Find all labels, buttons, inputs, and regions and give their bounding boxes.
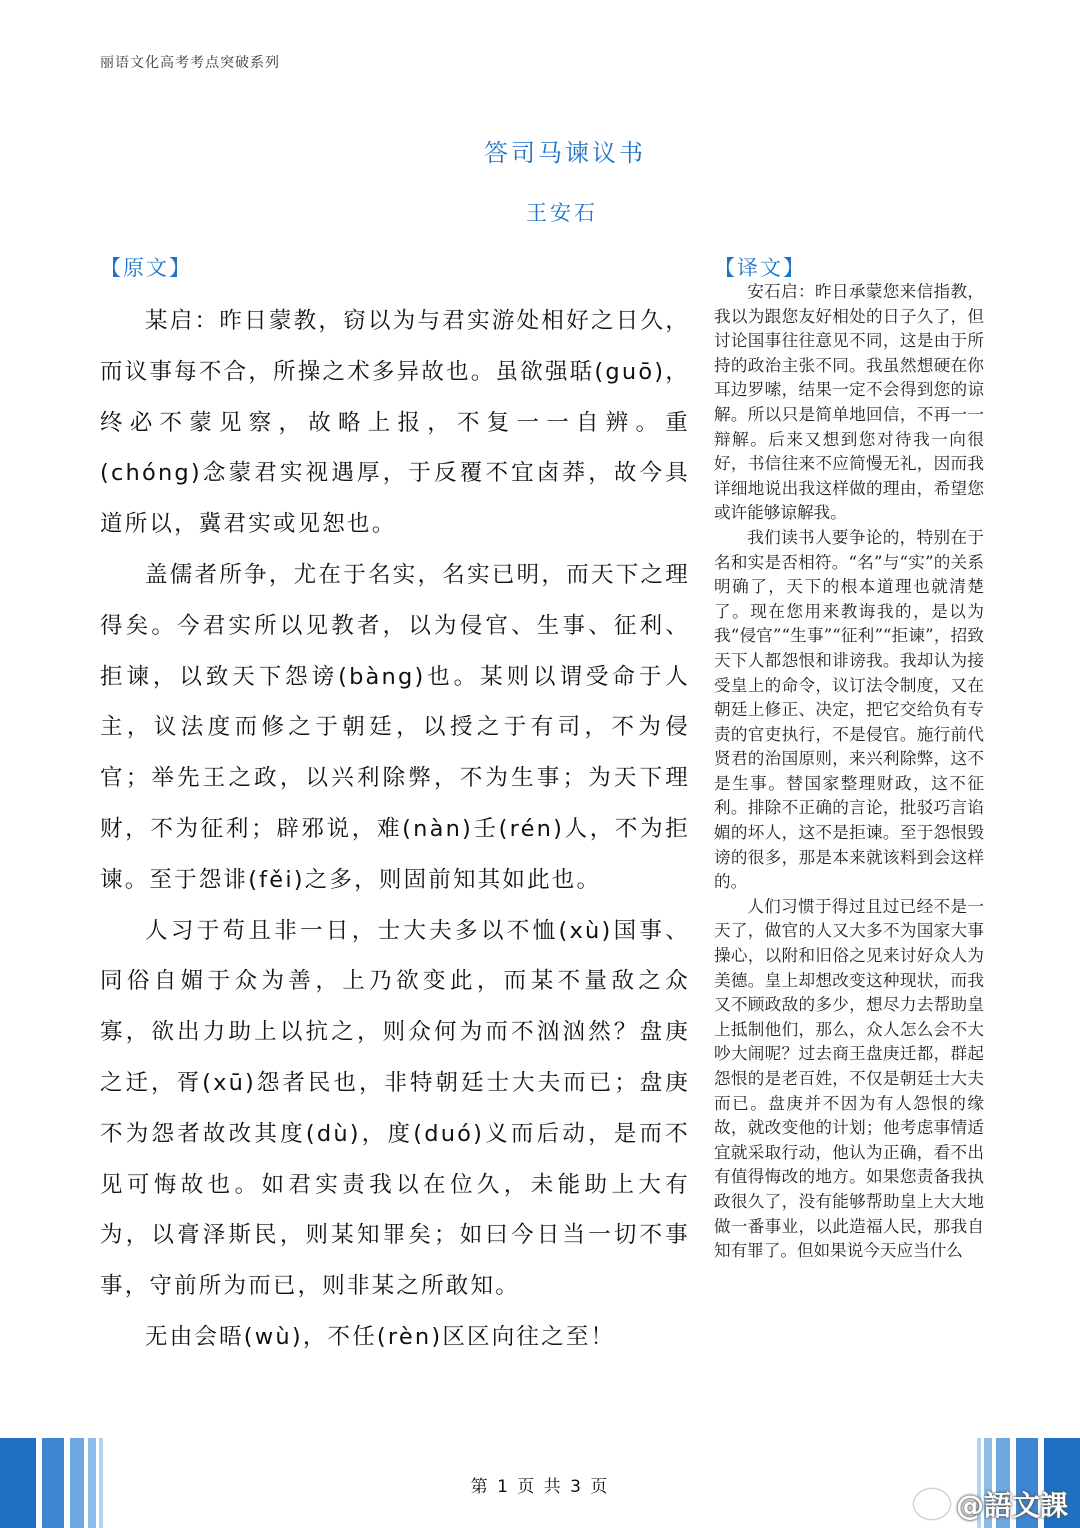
translation-paragraph: 我们读书人要争论的，特别在于名和实是否相符。“名”与“实”的关系明确了，天下的根本道理也就清楚了。现在您用来教诲我的，是以为我“侵官”“生事”“征利”“拒谏”，招致天下人都怨恨和诽谤我。我却认为接受皇上的命令，议订法令制度，又在朝廷上修正、决定，把它交给负有专责的官吏执行，不是侵官。施行前代贤君的治国原则，来兴利除弊，这不是生事。替国家整理财政，这不征利。排除不正确的言论，批驳巧言谄媚的坏人，这不是拒谏。至于怨恨毁谤的很多，那是本来就该料到会这样的。 — [714, 527, 984, 892]
translation-text-column — [714, 280, 984, 1264]
series-header: 丽语文化高考考点突破系列 — [100, 55, 280, 71]
original-paragraph: 某启：昨日蒙教，窃以为与君实游处相好之日久，而议事每不合，所操之术多异故也。虽欲强聒(guō)，终必不蒙见察，故略上报，不复一一自辨。重(chóng)念蒙君实视遇厚，于反覆不宜卤莽，故今具道所以，冀君实或见恕也。 — [100, 308, 690, 538]
translation-paragraph: 安石启：昨日承蒙您来信指教，我以为跟您友好相处的日子久了，但讨论国事往往意见不同，这是由于所持的政治主张不同。我虽然想硬在你耳边罗嗦，结果一定不会得到您的谅解。所以只是简单地回信，不再一一辩解。后来又想到您对待我一向很好，书信往来不应简慢无礼，因而我详细地说出我这样做的理由，希望您或许能够谅解我。 — [714, 282, 984, 523]
original-text-column — [100, 296, 690, 1363]
original-paragraph: 人习于苟且非一日，士大夫多以不恤(xù)国事、同俗自媚于众为善，上乃欲变此，而某不量敌之众寡，欲出力助上以抗之，则众何为而不汹汹然？盘庚之迁，胥(xū)怨者民也，非特朝廷士大夫而已；盘庚不为怨者故改其度(dù)，度(duó)义而后动，是而不见可悔故也。如君实责我以在位久，未能助上大有为，以膏泽斯民，则某知罪矣；如曰今日当一切不事事，守前所为而已，则非某之所敢知。 — [100, 917, 690, 1300]
original-paragraph: 盖儒者所争，尤在于名实，名实已明，而天下之理得矣。今君实所以见教者，以为侵官、生事、征利、拒谏，以致天下怨谤(bàng)也。某则以谓受命于人主，议法度而修之于朝廷，以授之于有司，不为侵官；举先王之政，以兴利除弊，不为生事；为天下理财，不为征利；辟邪说，难(nàn)壬(rén)人，不为拒谏。至于怨诽(fěi)之多，则固前知其如此也。 — [100, 561, 690, 893]
author-name: 王安石 — [526, 201, 598, 225]
watermark-text: @語文課 — [955, 1489, 1068, 1522]
page-title: 答司马谏议书 — [484, 139, 646, 167]
yiwen-label: 【译文】 — [714, 256, 806, 280]
yuanwen-label: 【原文】 — [100, 256, 192, 280]
original-paragraph: 无由会晤(wù)，不任(rèn)区区向往之至！ — [145, 1323, 616, 1350]
weibo-icon — [914, 1489, 950, 1519]
translation-paragraph: 人们习惯于得过且过已经不是一天了，做官的人又大多不为国家大事操心，以附和旧俗之见来讨好众人为美德。皇上却想改变这种现状，而我又不顾政敌的多少，想尽力去帮助皇上抵制他们，那么，众人怎么会不大吵大闹呢？过去商王盘庚迁都，群起怨恨的是老百姓，不仅是朝廷士大夫而已。盘庚并不因为有人怨恨的缘故，就改变他的计划；他考虑事情适宜就采取行动，他认为正确，看不出有值得悔改的地方。如果您责备我执政很久了，没有能够帮助皇上大大地做一番事业，以此造福人民，那我自知有罪了。但如果说今天应当什么 — [714, 896, 984, 1261]
page-number: 第 1 页 共 3 页 — [470, 1477, 610, 1497]
weibo-watermark — [914, 1484, 1068, 1524]
